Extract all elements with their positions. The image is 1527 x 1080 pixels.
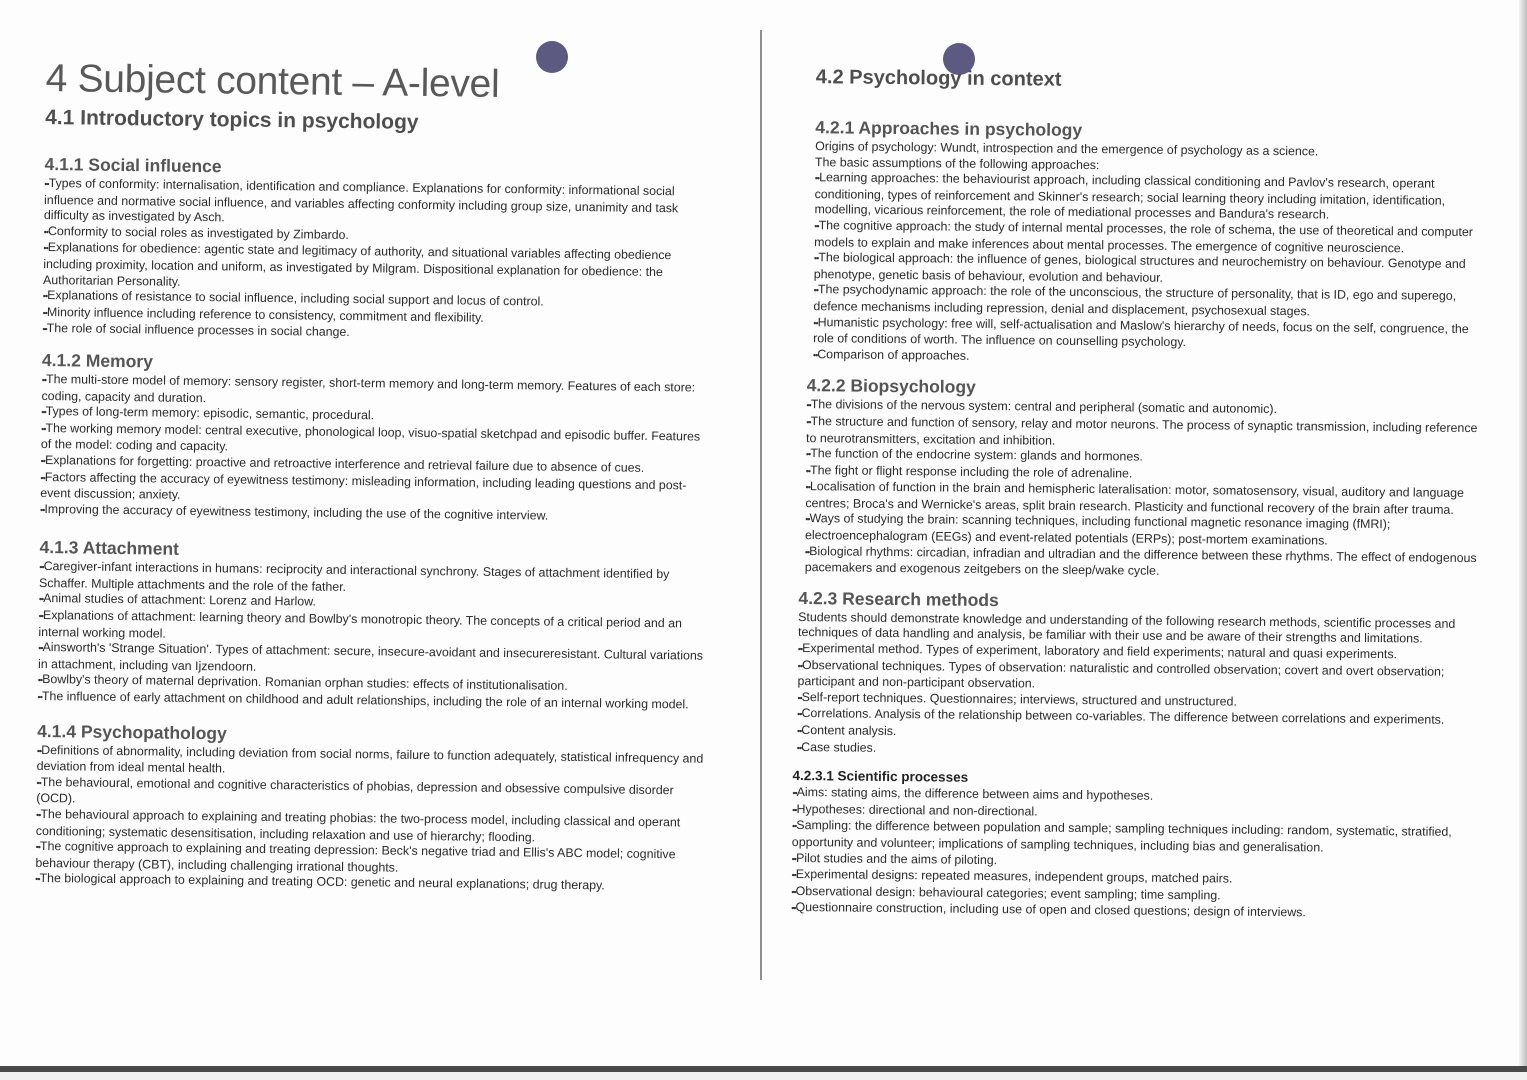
section-heading: 4.1.4 Psychopathology: [37, 720, 227, 744]
section-heading: 4.2.3 Research methods: [798, 587, 999, 610]
bullet-item: •• Factors affecting the accuracy of eyewitness testimony: misleading information, including leading questions and post-event discussion; anxiety.: [40, 469, 708, 510]
bullet-item: •• Improving the accuracy of eyewitness testimony, including the use of the cognitive interview.: [40, 502, 708, 527]
bullet-item: •• Explanations of resistance to social influence, including social support and locus of control.: [43, 288, 711, 313]
bullet-item: •• The biological approach: the influence of genes, biological structures and neurochemistry on behaviour. Genotype and phenotype, genetic basis of behaviour, evolution and behaviour.: [814, 250, 1488, 289]
bullet-item: •• Sampling: the difference between population and sample; sampling techniques including: random, systematic, stratified, opportunity and volunteer; implications of sampling techniques, including bias and generalisation.: [792, 818, 1482, 857]
bullet-list: [37, 559, 707, 714]
bullet-item: •• Questionnaire construction, including use of open and closed questions; design of interviews.: [791, 900, 1481, 924]
section-biopsychology: [805, 374, 1487, 583]
bullet-item: •• Types of long-term memory: episodic, semantic, procedural.: [41, 404, 709, 429]
bullet-item: •• Biological rhythms: circadian, infradian and ultradian and the difference between these rhythms. The effect of endogenous pacemakers and exogenous zeitgebers on the sleep/wake cycle.: [805, 544, 1485, 583]
section-memory: [40, 349, 710, 527]
bullet-item: •• Localisation of function in the brain and hemispheric lateralisation: motor, somatosensory, visual, auditory and language centres; Broca's and Wernicke's areas, split brain research. Plasticity and functional recovery of the brain after trauma.: [805, 479, 1485, 518]
main-title: 4 Subject content – A-level: [45, 56, 500, 106]
bullet-item: •• The psychodynamic approach: the role of the unconscious, the structure of personality, that is ID, ego and superego, defence mechanisms including repression, denial and displacement, psychosexual stages.: [813, 282, 1487, 321]
bullet-list: [813, 170, 1489, 370]
bullet-list: [35, 743, 705, 897]
section-research-methods: [797, 587, 1485, 764]
bullet-item: •• Case studies.: [797, 740, 1483, 764]
bullet-item: •• The behavioural, emotional and cognitive characteristics of phobias, depression and obsessive compulsive disorder (OCD).: [36, 775, 704, 816]
intro-line: Origins of psychology: Wundt, introspection and the emergence of psychology as a science.: [815, 139, 1319, 159]
bullet-item: •• The multi-store model of memory: sensory register, short-term memory and long-term memory. Features of each store: coding, capacity and duration.: [41, 372, 709, 413]
bullet-item: •• Pilot studies and the aims of piloting.: [792, 851, 1482, 875]
bullet-item: •• The behavioural approach to explaining and treating phobias: the two-process model, including classical and operant conditioning; systematic desensitisation, including relaxation and use of hierarchy; flooding.: [36, 807, 704, 848]
bullet-item: •• Hypotheses: directional and non-directional.: [792, 802, 1482, 826]
bullet-item: •• Explanations of attachment: learning theory and Bowlby's monotropic theory. The concepts of a critical period and an internal working model.: [38, 608, 706, 649]
bullet-item: •• Definitions of abnormality, including deviation from social norms, failure to function adequately, statistical infrequency and deviation from ideal mental health.: [37, 743, 705, 784]
scan-bottom-strip: [0, 1072, 1527, 1080]
section-heading: 4.1.2 Memory: [41, 349, 154, 372]
bullet-list: [791, 785, 1482, 924]
bullet-list: [797, 641, 1484, 763]
bullet-item: •• The structure and function of sensory, relay and motor neurons. The process of synaptic transmission, including reference to neurotransmitters, excitation and inhibition.: [806, 414, 1486, 453]
bullet-item: •• Minority influence including reference to consistency, commitment and flexibility.: [43, 305, 711, 330]
section-attachment: [37, 536, 707, 714]
bullet-item: •• Content analysis.: [797, 723, 1483, 747]
bullet-item: •• The role of social influence processes in social change.: [42, 321, 710, 346]
bullet-list: [40, 372, 710, 527]
bullet-list: [42, 176, 712, 347]
bullet-item: •• Explanations for obedience: agentic state and legitimacy of authority, and situational variables affecting obedience including proximity, location and uniform, as investigated by Milgram. Dispositional explanation for obedience: the Authoritarian Personality.: [43, 240, 712, 297]
bullet-item: •• Experimental method. Types of experiment, laboratory and field experiments; natural and quasi experiments.: [798, 641, 1484, 665]
bullet-item: •• The function of the endocrine system: glands and hormones.: [806, 446, 1486, 470]
scan-right-edge: [1519, 0, 1527, 1066]
left-page: [35, 55, 714, 897]
bullet-item: •• Animal studies of attachment: Lorenz and Harlow.: [39, 591, 707, 616]
bullet-item: •• Humanistic psychology: free will, self-actualisation and Maslow's hierarchy of needs, focus on the self, congruence, the role of conditions of worth. The influence on counselling psychology.: [813, 315, 1487, 354]
section-psychopathology: [35, 720, 705, 897]
bullet-item: •• Bowlby's theory of maternal deprivation. Romanian orphan studies: effects of institutionalisation.: [38, 672, 706, 697]
sub-title-introductory: 4.1 Introductory topics in psychology: [45, 105, 419, 134]
subsection-heading: 4.2.3.1 Scientific processes: [792, 768, 969, 785]
bullet-item: •• Learning approaches: the behaviourist approach, including classical conditioning and Pavlov's research, operant conditioning, types of reinforcement and Skinner's research; social learning theory including imitation, identification, modelling, vicarious reinforcement, the role of mediational processes and Bandura's research.: [814, 170, 1488, 225]
section-heading: 4.2.1 Approaches in psychology: [815, 117, 1083, 140]
intro-paragraph: Students should demonstrate knowledge and understanding of the following research methods, scientific processes and techniques of data handling and analysis, be familiar with their use and be aware of their strengths and limitations.: [797, 609, 1456, 646]
bullet-item: •• Caregiver-infant interactions in humans: reciprocity and interactional synchrony. Stages of attachment identified by Schaffer. Multiple attachments and the role of the father.: [39, 559, 707, 600]
bullet-item: •• The cognitive approach to explaining and treating depression: Beck's negative triad and Ellis's ABC model; cognitive behaviour therapy (CBT), including challenging irrational thoughts.: [35, 839, 703, 880]
bullet-list: [805, 397, 1487, 583]
bullet-item: •• Self-report techniques. Questionnaires; interviews, structured and unstructured.: [797, 690, 1483, 714]
bullet-item: •• The divisions of the nervous system: central and peripheral (somatic and autonomic).: [806, 397, 1486, 421]
intro-line: The basic assumptions of the following approaches:: [814, 154, 1100, 172]
section-approaches: [813, 116, 1490, 370]
section-heading: 4.1.3 Attachment: [39, 537, 180, 560]
bullet-item: •• The working memory model: central executive, phonological loop, visuo-spatial sketchpad and episodic buffer. Features of the model: coding and capacity.: [41, 421, 709, 462]
section-heading: 4.1.1 Social influence: [44, 153, 222, 177]
bullet-item: •• Types of conformity: internalisation, identification and compliance. Explanations for conformity: informational social influence and normative social influence, and variables affecting conformity including group size, unanimity and task difficulty as investigated by Asch.: [44, 176, 713, 233]
bullet-item: •• The biological approach to explaining and treating OCD: genetic and neural explanations; drug therapy.: [35, 871, 703, 896]
bullet-item: •• Correlations. Analysis of the relationship between co-variables. The difference between correlations and experiments.: [797, 706, 1483, 730]
bullet-item: •• The fight or flight response including the role of adrenaline.: [806, 463, 1486, 487]
right-page: [791, 64, 1490, 924]
bullet-item: •• Comparison of approaches.: [813, 347, 1487, 371]
bullet-item: •• Experimental designs: repeated measures, independent groups, matched pairs.: [791, 867, 1481, 891]
sub-title-psychology-in-context: 4.2 Psychology in context: [815, 66, 1062, 91]
bullet-item: •• Observational techniques. Types of observation: naturalistic and controlled observation; covert and overt observation; participant and non-participant observation.: [797, 658, 1483, 697]
page-fold-line: [760, 30, 762, 980]
bullet-item: •• Observational design: behavioural categories; event sampling; time sampling.: [791, 884, 1481, 908]
bullet-item: •• Ways of studying the brain: scanning techniques, including functional magnetic resonance imaging (fMRI); electroencephalogram (EEGs) and event-related potentials (ERPs); post-mortem examinations.: [805, 512, 1485, 551]
bullet-item: •• The cognitive approach: the study of internal mental processes, the role of schema, the use of theoretical and computer models to explain and make inferences about mental processes. The emergence of cognitive neuroscience.: [814, 218, 1488, 257]
bullet-item: •• Explanations for forgetting: proactive and retroactive interference and retrieval failure due to absence of cues.: [41, 453, 709, 478]
section-heading: 4.2.2 Biopsychology: [806, 375, 976, 398]
bullet-item: •• Ainsworth's 'Strange Situation'. Types of attachment: secure, insecure-avoidant and insecureresistant. Cultural variations in attachment, including van Ijzendoorn.: [38, 640, 706, 681]
section-social-influence: [42, 153, 712, 347]
section-scientific-processes: [791, 767, 1483, 924]
bullet-item: •• Conformity to social roles as investigated by Zimbardo.: [44, 224, 712, 249]
bullet-item: •• The influence of early attachment on childhood and adult relationships, including the role of an internal working model.: [37, 689, 705, 714]
bullet-item: •• Aims: stating aims, the difference between aims and hypotheses.: [792, 785, 1482, 809]
